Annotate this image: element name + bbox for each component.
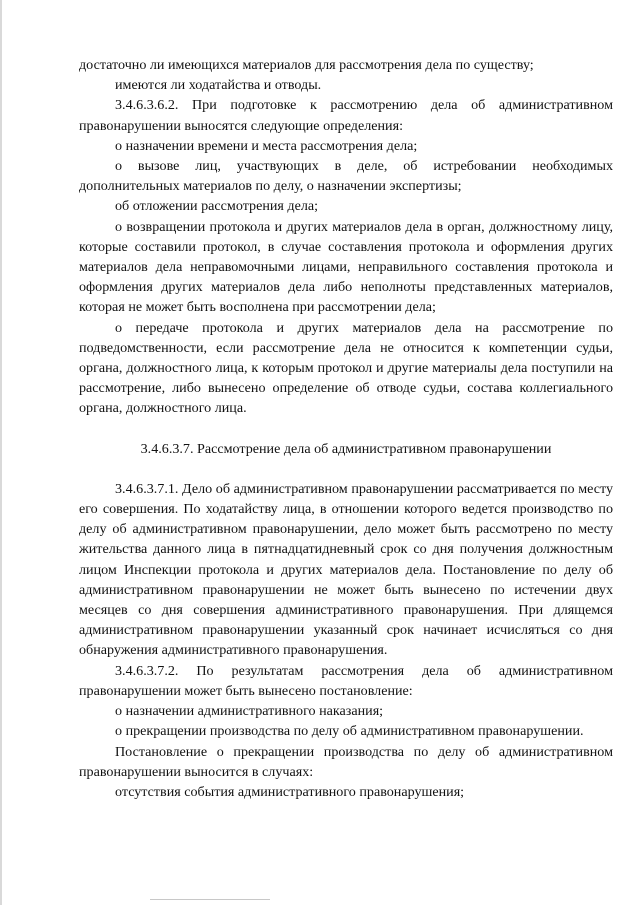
list-item-time-place: о назначении времени и места рассмотрения дела; bbox=[115, 137, 418, 154]
paragraph-3-4-6-3-7-1: 3.4.6.3.7.1. Дело об административном правонарушении рассматривается по месту его совершения. По ходатайству лица, в отношении которого ведется производство по делу об административном правонарушении, дело может быть рассмотрено по месту жительства данного лица в пятнадцатидневный срок со дня получения должностным лицом Инспекции протокола и других материалов дела. Постановление по делу об административном правонарушении не может быть вынесено по истечении двух месяцев со дня совершения административного правонарушения. При длящемся административном правонарушении указанный срок начинает исчисляться со дня обнаружения административного правонарушения. bbox=[79, 480, 613, 659]
list-item-termination: о прекращении производства по делу об административном правонарушении. bbox=[115, 723, 584, 740]
list-item-no-event: отсутствия события административного правонарушения; bbox=[115, 783, 465, 800]
section-heading: 3.4.6.3.7. Рассмотрение дела об административном правонарушении bbox=[140, 440, 552, 457]
paragraph-sufficiency: достаточно ли имеющихся материалов для рассмотрения дела по существу; bbox=[79, 57, 534, 73]
list-item-summon: о вызове лиц, участвующих в деле, об истребовании необходимых дополнительных материалов по делу, о назначении экспертизы; bbox=[79, 158, 613, 195]
list-item-return-protocol: о возвращении протокола и других материалов дела в орган, должностному лицу, которые составили протокол, в случае составления протокола и оформления других материалов дела неправомочными лицами, неправильного составления протокола и оформления других материалов дела либо неполноты представленных материалов, которая не может быть восполнена при рассмотрении дела; bbox=[79, 218, 613, 316]
paragraph-termination-cases: Постановление о прекращении производства по делу об административном правонарушении выносится в случаях: bbox=[79, 743, 613, 780]
footer-rule bbox=[150, 899, 270, 900]
document-body bbox=[79, 55, 613, 802]
list-item-postpone: об отложении рассмотрения дела; bbox=[115, 198, 319, 215]
page-edge bbox=[0, 0, 2, 905]
paragraph-motions: имеются ли ходатайства и отводы. bbox=[115, 77, 322, 94]
list-item-transfer: о передаче протокола и других материалов дела на рассмотрение по подведомственности, если рассмотрение дела не относится к компетенции судьи, органа, должностного лица, к которым протокол и другие материалы дела поступили на рассмотрение, либо вынесено определение об отводе судьи, состава коллегиального органа, должностного лица. bbox=[79, 319, 613, 417]
paragraph-3-4-6-3-6-2: 3.4.6.3.6.2. При подготовке к рассмотрению дела об административном правонарушении выносятся следующие определения: bbox=[79, 97, 613, 134]
list-item-penalty: о назначении административного наказания; bbox=[115, 703, 384, 720]
paragraph-3-4-6-3-7-2: 3.4.6.3.7.2. По результатам рассмотрения дела об административном правонарушении может быть вынесено постановление: bbox=[79, 662, 613, 699]
